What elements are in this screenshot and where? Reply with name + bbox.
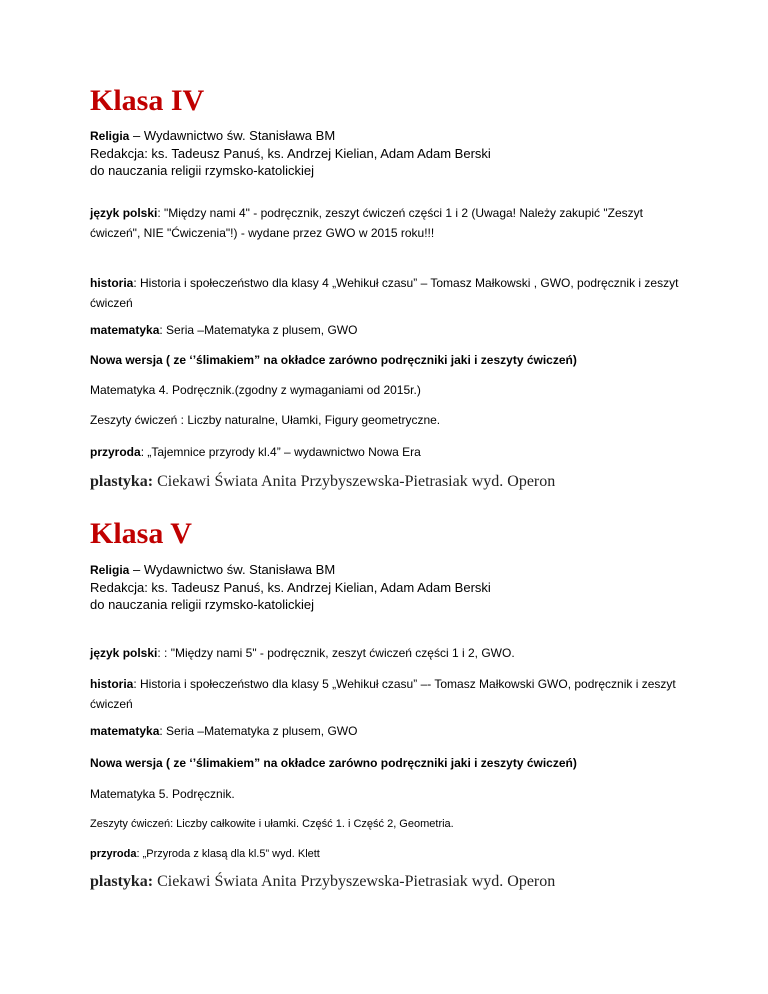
przyroda-entry-5	[90, 845, 320, 863]
heading-klasa-5: Klasa V	[90, 517, 192, 550]
nowa-wersja-5: Nowa wersja ( ze ‘’ślimakiem” na okładce zarówno podręczniki jaki i zeszyty ćwiczeń)	[90, 756, 577, 770]
polski-entry-4	[90, 203, 690, 243]
matematyka-label: matematyka	[90, 323, 160, 337]
heading-klasa-4: Klasa IV	[90, 84, 205, 117]
religia-redakcja: Redakcja: ks. Tadeusz Panuś, ks. Andrzej Kielian, Adam Adam Berski	[90, 580, 491, 595]
polski-label: język polski	[90, 646, 158, 660]
polski-text: : "Między nami 4" - podręcznik, zeszyt ćwiczeń części 1 i 2 (Uwaga! Należy zakupić "Zeszyt ćwiczeń", NIE "Ćwiczenia"!) - wydane przez GWO w 2015 roku!!!	[90, 206, 643, 240]
historia-text: : Historia i społeczeństwo dla klasy 5 „Wehikuł czasu” –- Tomasz Małkowski GWO, podręcznik i zeszyt ćwiczeń	[90, 677, 676, 711]
historia-label: historia	[90, 276, 134, 290]
matematyka-text: : Seria –Matematyka z plusem, GWO	[159, 724, 358, 738]
przyroda-label: przyroda	[90, 445, 141, 459]
historia-text: : Historia i społeczeństwo dla klasy 4 „Wehikuł czasu” – Tomasz Małkowski , GWO, podręcznik i zeszyt ćwiczeń	[90, 276, 679, 310]
przyroda-text: : „Przyroda z klasą dla kl.5” wyd. Klett	[136, 848, 320, 860]
plastyka-label: plastyka:	[90, 473, 154, 490]
religia-label: Religia	[90, 129, 130, 143]
plastyka-text: Ciekawi Świata Anita Przybyszewska-Pietrasiak wyd. Operon	[153, 873, 556, 890]
religia-text: – Wydawnictwo św. Stanisława BM	[129, 562, 336, 577]
religia-block-4	[90, 127, 690, 179]
historia-entry-5	[90, 674, 690, 714]
religia-redakcja: Redakcja: ks. Tadeusz Panuś, ks. Andrzej Kielian, Adam Adam Berski	[90, 146, 491, 161]
polski-text: : : "Między nami 5" - podręcznik, zeszyt ćwiczeń części 1 i 2, GWO.	[157, 646, 515, 660]
podrecznik-5: Matematyka 5. Podręcznik.	[90, 787, 235, 801]
polski-label: język polski	[90, 206, 158, 220]
historia-label: historia	[90, 677, 134, 691]
religia-opis: do nauczania religii rzymsko-katolickiej	[90, 597, 314, 612]
przyroda-entry-4	[90, 442, 421, 462]
religia-text: – Wydawnictwo św. Stanisława BM	[129, 128, 336, 143]
religia-label: Religia	[90, 563, 130, 577]
matematyka-entry-4	[90, 320, 357, 340]
zeszyty-5: Zeszyty ćwiczeń: Liczby całkowite i ułamki. Część 1. i Część 2, Geometria.	[90, 818, 454, 830]
religia-opis: do nauczania religii rzymsko-katolickiej	[90, 163, 314, 178]
religia-block-5	[90, 561, 690, 613]
plastyka-entry-4	[90, 472, 555, 492]
przyroda-label: przyroda	[90, 848, 137, 860]
nowa-wersja-4: Nowa wersja ( ze ‘’ślimakiem” na okładce zarówno podręczniki jaki i zeszyty ćwiczeń)	[90, 353, 577, 367]
matematyka-entry-5	[90, 721, 357, 741]
plastyka-text: Ciekawi Świata Anita Przybyszewska-Pietrasiak wyd. Operon	[153, 473, 556, 490]
zeszyty-4: Zeszyty ćwiczeń : Liczby naturalne, Ułamki, Figury geometryczne.	[90, 413, 441, 427]
matematyka-label: matematyka	[90, 724, 160, 738]
podrecznik-4: Matematyka 4. Podręcznik.(zgodny z wymaganiami od 2015r.)	[90, 383, 421, 397]
plastyka-entry-5	[90, 872, 555, 892]
polski-entry-5	[90, 643, 690, 663]
plastyka-label: plastyka:	[90, 873, 154, 890]
przyroda-text: : „Tajemnice przyrody kl.4” – wydawnictwo Nowa Era	[140, 445, 421, 459]
matematyka-text: : Seria –Matematyka z plusem, GWO	[159, 323, 358, 337]
historia-entry-4	[90, 273, 690, 313]
